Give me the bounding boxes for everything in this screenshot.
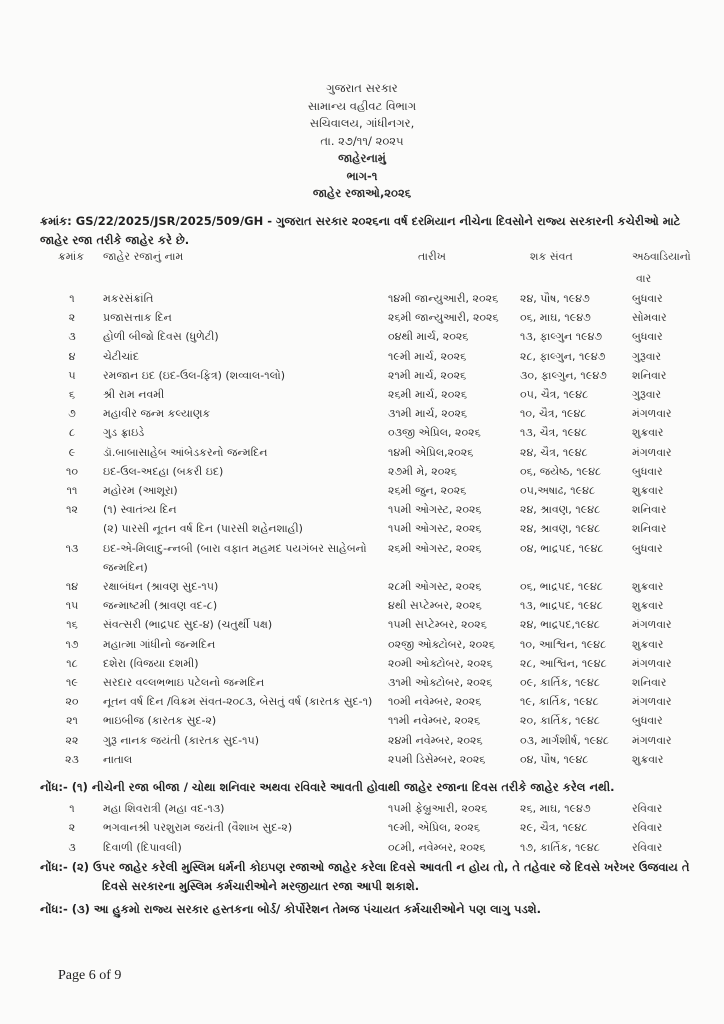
weekday: મંગળવાર bbox=[632, 618, 672, 632]
holiday-date: ૩૧મી ઓક્ટોબર, ૨૦૨૬ bbox=[388, 676, 493, 689]
holiday-date: ૧૫મી ઓગસ્ટ, ૨૦૨૬ bbox=[388, 522, 482, 536]
holiday-date: ૧૯મી, એપ્રિલ, ૨૦૨૬ bbox=[388, 821, 481, 835]
row-number: ૧૪ bbox=[65, 580, 79, 593]
row-number: ૫ bbox=[68, 368, 76, 382]
weekday: બુધવાર bbox=[632, 330, 663, 344]
table-row bbox=[0, 519, 724, 539]
note-2 bbox=[40, 858, 700, 896]
table-row bbox=[0, 347, 724, 367]
holiday-name: મહા શિવરાત્રી (મહા વદ-૧૩) bbox=[103, 802, 225, 815]
table-row bbox=[0, 289, 724, 309]
holiday-name: સરદાર વલ્લભભાઇ પટેલનો જન્મદિન bbox=[103, 676, 265, 689]
table-row bbox=[0, 462, 724, 482]
weekday: શુક્રવાર bbox=[632, 426, 664, 440]
header-day: અઠવાડિયાનો bbox=[632, 250, 691, 263]
table-row bbox=[0, 577, 724, 597]
document-header bbox=[0, 80, 724, 203]
weekday: શનિવાર bbox=[632, 522, 667, 536]
table-row bbox=[0, 673, 724, 693]
holiday-date: ૦૪થી માર્ચ, ૨૦૨૬ bbox=[388, 330, 469, 344]
shaka-date: ૦૬, જયેષ્ઠ, ૧૯૪૮ bbox=[520, 464, 602, 478]
holiday-name-continued: જન્મદિન) bbox=[103, 560, 148, 574]
table-row bbox=[0, 635, 724, 655]
weekday: શનિવાર bbox=[632, 676, 667, 689]
holiday-date: ૨૬મી જુન, ૨૦૨૬ bbox=[388, 484, 467, 497]
holiday-date: ૧૪મી જાન્યુઆરી, ૨૦૨૬ bbox=[388, 292, 499, 305]
header-name: જાહેર રજાનું નામ bbox=[103, 250, 184, 263]
weekday: મંગળવાર bbox=[632, 445, 672, 459]
table-row bbox=[0, 539, 724, 559]
note-1: નોંધ:- (૧) નીચેની રજા બીજા / ચોથા શનિવાર અથવા રવિવારે આવતી હોવાથી જાહેર રજાના દિવસ તરીકે જાહેર કરેલ નથી. bbox=[40, 780, 615, 794]
shaka-date: ૧૩, ફાલ્ગુન ૧૯૪૭ bbox=[520, 330, 603, 344]
holiday-date: ૩૧મી માર્ચ, ૨૦૨૬ bbox=[388, 407, 468, 421]
holiday-date: ૨૪મી નવેમ્બર, ૨૦૨૬ bbox=[388, 733, 483, 747]
weekday: મંગળવાર bbox=[632, 695, 672, 709]
holiday-name: નૂતન વર્ષ દિન /વિક્રમ સંવત-૨૦૮૩, બેસતું વર્ષ (કારતક સુદ-૧) bbox=[103, 695, 373, 709]
holiday-name: જન્માષ્ટમી (શ્રાવણ વદ-૮) bbox=[103, 599, 218, 613]
shaka-date: ૧૦, ચૈત્ર, ૧૯૪૮ bbox=[520, 407, 587, 421]
holiday-name: રક્ષાબંધન (શ્રાવણ સુદ-૧૫) bbox=[103, 580, 219, 593]
note-3: નોંધ:- (૩) આ હુકમો રાજ્ય સરકાર હસ્તકના બોર્ડ/ કોર્પોરેશન તેમજ પંચાયત કર્મચારીઓને પણ લાગુ પડશે. bbox=[40, 902, 542, 916]
row-number: ૧૮ bbox=[66, 656, 78, 670]
weekday: સોમવાર bbox=[632, 311, 667, 325]
table-row bbox=[0, 500, 724, 520]
note-2-line2: દિવસે સરકારના મુસ્લિમ કર્મચારીઓને મરજીયાત રજા આપી શકાશે. bbox=[102, 879, 420, 893]
shaka-date: ૧૩, ભાદ્રપદ, ૧૯૪૮ bbox=[520, 599, 603, 613]
shaka-date: ૦૫,અષાઢ, ૧૯૪૮ bbox=[520, 484, 596, 497]
table-row bbox=[0, 615, 724, 635]
row-number: ૨૩ bbox=[65, 752, 79, 766]
holiday-date: ૧૪મી એપ્રિલ,૨૦૨૬ bbox=[388, 445, 474, 459]
holiday-date: ૨૮મી ઓગસ્ટ, ૨૦૨૬ bbox=[388, 580, 482, 593]
holiday-date: ૨૫મી ડિસેમ્બર, ૨૦૨૬ bbox=[388, 752, 486, 766]
table-row-continuation bbox=[0, 558, 724, 578]
row-number: ૩ bbox=[68, 840, 76, 854]
table-row bbox=[0, 731, 724, 751]
row-number: ૧૯ bbox=[66, 676, 78, 689]
table-row bbox=[0, 711, 724, 731]
shaka-date: ૨૦, કાર્તિક, ૧૯૪૮ bbox=[520, 714, 600, 728]
weekday: બુધવાર bbox=[632, 541, 663, 555]
holiday-name: દશેરા (વિજયા દશમી) bbox=[103, 656, 199, 670]
table-row bbox=[0, 654, 724, 674]
header-day-line2: વાર bbox=[636, 272, 652, 285]
table-row bbox=[0, 596, 724, 616]
holiday-date: ૧૫મી ઓગસ્ટ, ૨૦૨૬ bbox=[388, 503, 482, 517]
row-number: ૧૭ bbox=[65, 637, 79, 651]
weekday: રવિવાર bbox=[632, 821, 663, 835]
page-number: Page 6 of 9 bbox=[58, 968, 122, 983]
holiday-name: (૨) પારસી નૂતન વર્ષ દિન (પારસી શહેનશાહી) bbox=[103, 522, 303, 536]
table-row bbox=[0, 818, 724, 838]
row-number: ૧૧ bbox=[66, 484, 78, 497]
table-row bbox=[0, 838, 724, 858]
row-number: ૨૧ bbox=[66, 714, 78, 728]
weekday: શનિવાર bbox=[632, 503, 667, 517]
shaka-date: ૨૮, ફાલ્ગુન, ૧૯૪૭ bbox=[520, 349, 606, 363]
holiday-date: ૦૩જી એપ્રિલ, ૨૦૨૬ bbox=[388, 426, 481, 440]
table-row bbox=[0, 385, 724, 405]
holiday-date: ૪થી સપ્ટેમ્બર, ૨૦૨૬ bbox=[388, 599, 482, 613]
holiday-name: ઇદ-ઉલ-અદહા (બકરી ઇદ) bbox=[103, 464, 224, 478]
shaka-date: ૦૯, કાર્તિક, ૧૯૪૮ bbox=[520, 676, 600, 689]
weekday: મંગળવાર bbox=[632, 656, 672, 670]
weekday: બુધવાર bbox=[632, 464, 663, 478]
row-number: ૧૬ bbox=[66, 618, 78, 632]
holiday-name: મકરસંક્રાંતિ bbox=[103, 292, 154, 305]
shaka-date: ૦૬, ભાદ્રપદ, ૧૯૪૮ bbox=[520, 580, 603, 593]
row-number: ૧ bbox=[69, 802, 75, 815]
holiday-name: મહાત્મા ગાંધીનો જન્મદિન bbox=[103, 637, 216, 651]
weekday: મંગળવાર bbox=[632, 733, 672, 747]
row-number: ૨ bbox=[68, 821, 76, 835]
table-row bbox=[0, 366, 724, 386]
holiday-name: (૧) સ્વાતંત્ર્ય દિન bbox=[103, 503, 177, 517]
shaka-date: ૩૦, ફાલ્ગુન, ૧૯૪૭ bbox=[520, 368, 607, 382]
holiday-date: ૨૬મી ઓગસ્ટ, ૨૦૨૬ bbox=[388, 541, 482, 555]
shaka-date: ૧૭, કાર્તિક, ૧૯૪૮ bbox=[520, 840, 600, 854]
shaka-date: ૦૬, માઘ, ૧૯૪૭ bbox=[520, 311, 591, 325]
holiday-date: ૨૭મી મે, ૨૦૨૬ bbox=[388, 464, 457, 478]
row-number: ૪ bbox=[68, 349, 76, 363]
row-number: ૧૫ bbox=[65, 599, 79, 613]
weekday: શુક્રવાર bbox=[632, 580, 664, 593]
weekday: શુક્રવાર bbox=[632, 484, 664, 497]
holiday-name: દિવાળી (દિપાવલી) bbox=[103, 840, 182, 854]
shaka-date: ૨૬, માઘ, ૧૯૪૭ bbox=[520, 802, 591, 815]
weekday: રવિવાર bbox=[632, 802, 663, 815]
row-number: ૭ bbox=[68, 407, 76, 421]
row-number: ૨ bbox=[68, 311, 76, 325]
weekday: શુક્રવાર bbox=[632, 599, 664, 613]
holiday-name: હોળી બીજો દિવસ (ધુળેટી) bbox=[103, 330, 219, 344]
shaka-date: ૨૪, શ્રાવણ, ૧૯૪૮ bbox=[520, 503, 601, 517]
header-date: તારીખ bbox=[418, 250, 446, 263]
holiday-name: ચેટીચાંદ bbox=[103, 349, 139, 363]
row-number: ૮ bbox=[68, 426, 76, 440]
holiday-name: મહાવીર જન્મ કલ્યાણક bbox=[103, 407, 211, 421]
note-2-line1: નોંધ:- (૨) ઉપર જાહેર કરેલી મુસ્લિમ ધર્મની કોઇપણ રજાઓ જાહેર કરેલા દિવસે આવતી ન હોય તો, તે તહેવાર જે દિવસે ખરેખર ઉજવાય તે bbox=[40, 860, 690, 874]
holiday-name: રમજાન ઇદ (ઇદ-ઉલ-ફિત્ર) (શવ્વાલ-૧લો) bbox=[103, 368, 286, 382]
shaka-date: ૦૪, ભાદ્રપદ, ૧૯૪૮ bbox=[520, 541, 604, 555]
holiday-date: ૨૧મી માર્ચ, ૨૦૨૬ bbox=[388, 368, 467, 382]
shaka-date: ૨૪, પૌષ, ૧૯૪૭ bbox=[520, 292, 590, 305]
holiday-date: ૨૬મી જાન્યુઆરી, ૨૦૨૬ bbox=[388, 311, 499, 325]
header-government: ગુજરાત સરકાર bbox=[326, 81, 398, 95]
holiday-name: ભાઇબીજ (કારતક સુદ-૨) bbox=[103, 714, 217, 728]
holiday-date: ૦૮મી, નવેમ્બર, ૨૦૨૬ bbox=[388, 840, 486, 854]
holiday-date: ૧૯મી માર્ચ, ૨૦૨૬ bbox=[388, 349, 467, 363]
shaka-date: ૧૦, આશ્વિન, ૧૯૪૮ bbox=[520, 637, 607, 651]
row-number: ૩ bbox=[68, 330, 76, 344]
table-row bbox=[0, 308, 724, 328]
holiday-date: ૨૬મી માર્ચ, ૨૦૨૬ bbox=[388, 388, 467, 401]
holiday-name: ભગવાનશ્રી પરશુરામ જયંતી (વૈશાખ સુદ-૨) bbox=[103, 821, 293, 835]
header-date: તા. ૨૭/૧૧/ ૨૦૨૫ bbox=[320, 133, 404, 148]
weekday: ગુરૂવાર bbox=[632, 388, 662, 401]
shaka-date: ૨૮, આશ્વિન, ૧૯૪૮ bbox=[520, 656, 607, 670]
order-statement: ક્રમાંક: GS/22/2025/JSR/2025/509/GH - ગુજરાત સરકાર ૨૦૨૬ના વર્ષ દરમિયાન નીચેના દિવસોને રાજ્ય સરકારની કચેરીઓ માટે જાહેર રજા તરીકે જાહેર કરે છે. bbox=[40, 214, 681, 247]
holiday-name: મહોરમ (આશૂરા) bbox=[103, 484, 178, 497]
table-row bbox=[0, 692, 724, 712]
table-row bbox=[0, 750, 724, 770]
row-number: ૧૩ bbox=[65, 541, 79, 555]
header-shaka: શક સંવત bbox=[530, 250, 573, 263]
holiday-name: નાતાલ bbox=[103, 752, 133, 766]
holiday-date: ૨૦મી ઓક્ટોબર, ૨૦૨૬ bbox=[388, 656, 493, 670]
weekday: મંગળવાર bbox=[632, 407, 672, 421]
holiday-name: ગુડ ફ્રાઇડે bbox=[103, 426, 145, 440]
holiday-date: ૧૫મી સપ્ટેમ્બર, ૨૦૨૬ bbox=[388, 618, 487, 632]
holiday-name: ડૉ.બાબાસાહેબ આંબેડકરનો જન્મદિન bbox=[103, 445, 268, 459]
header-title: જાહેર રજાઓ,૨૦૨૬ bbox=[312, 186, 412, 200]
holiday-name: ગુરૂ નાનક જયંતી (કારતક સુદ-૧૫) bbox=[103, 733, 260, 747]
row-number: ૯ bbox=[68, 445, 76, 459]
row-number: ૧૦ bbox=[65, 464, 78, 478]
shaka-date: ૧૯, કાર્તિક, ૧૯૪૮ bbox=[520, 695, 599, 709]
holiday-date: ૧૦મી નવેમ્બર, ૨૦૨૬ bbox=[388, 695, 482, 709]
shaka-date: ૦૫, ચૈત્ર, ૧૯૪૮ bbox=[520, 388, 589, 401]
shaka-date: ૦૩, માર્ગશીર્ષ, ૧૯૪૮ bbox=[520, 733, 609, 747]
shaka-date: ૨૪, શ્રાવણ, ૧૯૪૮ bbox=[520, 522, 601, 536]
weekday: શનિવાર bbox=[632, 368, 667, 382]
header-part: ભાગ-૧ bbox=[346, 168, 378, 183]
row-number: ૧૨ bbox=[66, 503, 78, 517]
table-row bbox=[0, 799, 724, 819]
weekday: બુધવાર bbox=[632, 714, 663, 728]
holiday-name: પ્રજાસત્તાક દિન bbox=[103, 311, 172, 325]
shaka-date: ૧૩, ચૈત્ર, ૧૯૪૮ bbox=[520, 426, 588, 440]
shaka-date: ૨૪, ભાદ્રપદ,૧૯૪૮ bbox=[520, 618, 600, 632]
row-number: ૧ bbox=[69, 292, 75, 305]
weekday: શુક્રવાર bbox=[632, 752, 664, 766]
shaka-date: ૦૪, પૌષ, ૧૯૪૮ bbox=[520, 752, 589, 766]
table-row bbox=[0, 443, 724, 463]
weekday: ગુરૂવાર bbox=[632, 349, 662, 363]
table-row bbox=[0, 423, 724, 443]
row-number: ૨૦ bbox=[65, 695, 79, 709]
header-no: ક્રમાંક bbox=[58, 250, 84, 263]
table-row bbox=[0, 404, 724, 424]
header-notification: જાહેરનામું bbox=[338, 151, 386, 165]
header-department: સામાન્ય વહીવટ વિભાગ bbox=[307, 98, 417, 113]
header-location: સચિવાલય, ગાંધીનગર, bbox=[309, 116, 415, 130]
holiday-name: સંવત્સરી (ભાદ્રપદ સુદ-૪) (ચતુર્થી પક્ષ) bbox=[103, 618, 273, 632]
table-row bbox=[0, 327, 724, 347]
holiday-name: ઇદ-એ-મિલાદુ-ન્નબી (બારા વફાત મહમદ પયગંબર સાહેબનો bbox=[103, 541, 367, 555]
holiday-date: ૧૧મી નવેમ્બર, ૨૦૨૬ bbox=[388, 714, 481, 728]
weekday: રવિવાર bbox=[632, 840, 663, 854]
holiday-date: ૧૫મી ફેબ્રુઆરી, ૨૦૨૬ bbox=[388, 802, 488, 815]
table-row bbox=[0, 481, 724, 501]
weekday: બુધવાર bbox=[632, 292, 663, 305]
holiday-name: શ્રી રામ નવમી bbox=[103, 388, 165, 401]
weekday: શુક્રવાર bbox=[632, 637, 664, 651]
holiday-date: ૦૨જી ઓક્ટોબર, ૨૦૨૬ bbox=[388, 637, 495, 651]
row-number: ૬ bbox=[68, 388, 76, 401]
row-number: ૨૨ bbox=[65, 733, 79, 747]
shaka-date: ૨૯, ચૈત્ર, ૧૯૪૮ bbox=[520, 821, 588, 835]
shaka-date: ૨૪, ચૈત્ર, ૧૯૪૮ bbox=[520, 445, 588, 459]
